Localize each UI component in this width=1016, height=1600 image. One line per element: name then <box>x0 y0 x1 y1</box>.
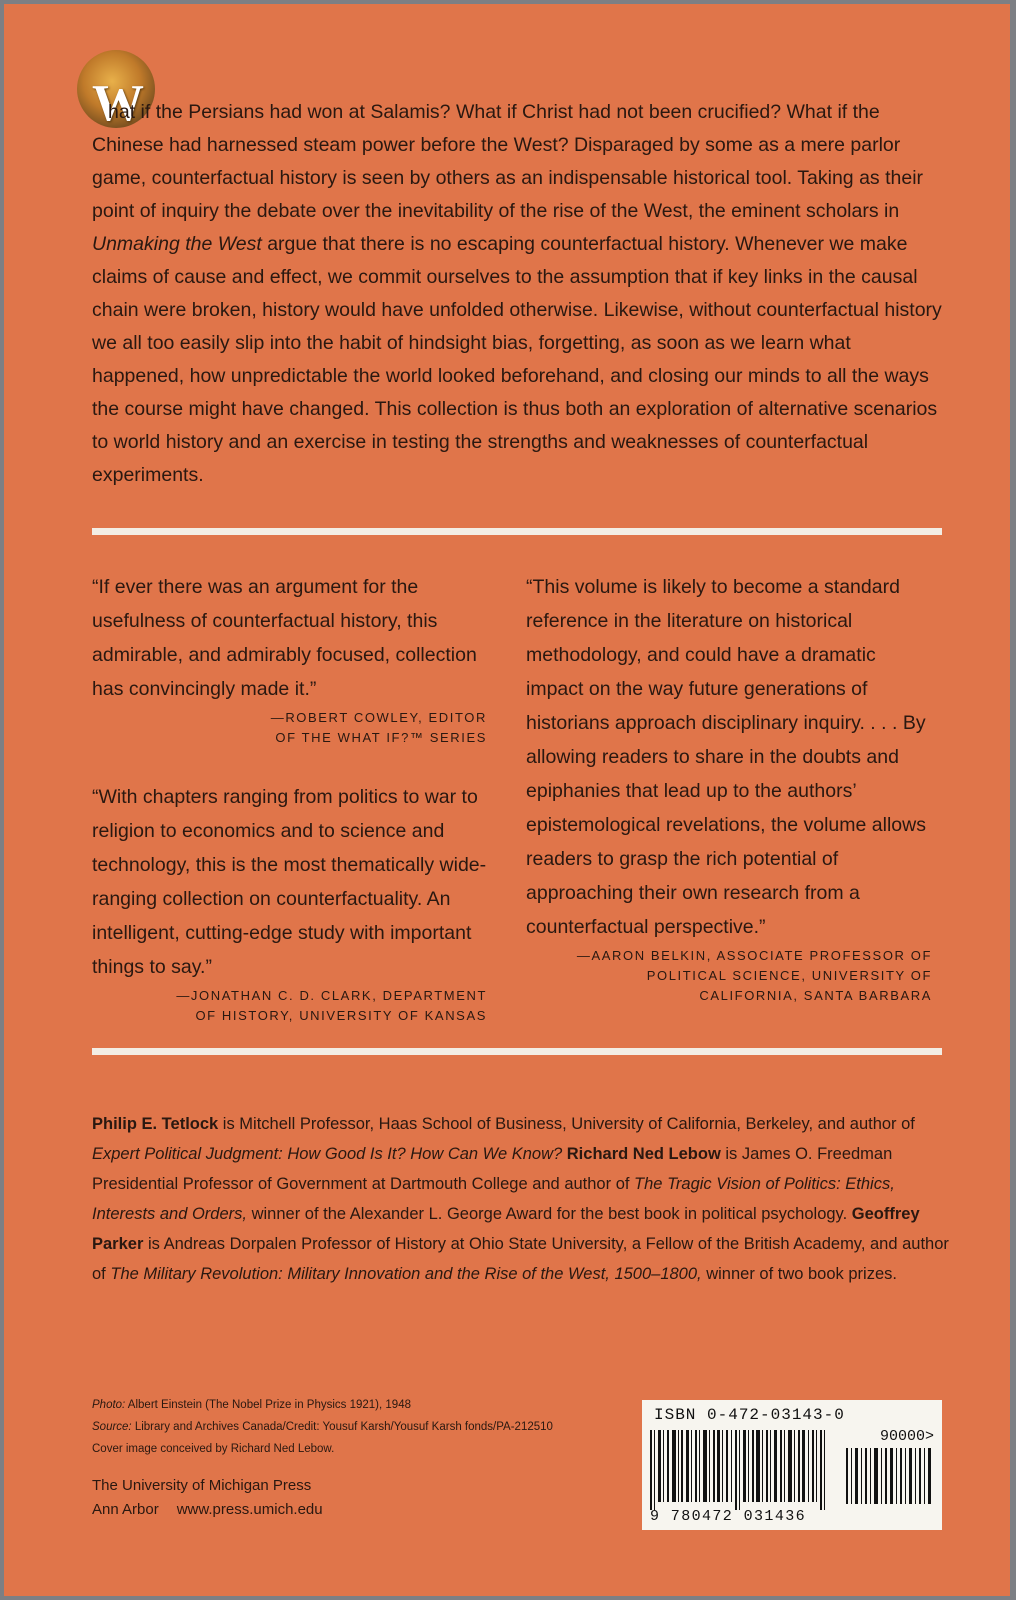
attribution-line: POLITICAL SCIENCE, UNIVERSITY OF <box>646 968 932 983</box>
credit-label: Source: <box>92 1421 132 1433</box>
author-name: Geoffrey Parker <box>92 1205 920 1253</box>
bio-text: is James O. Freedman Presidential Professor of Government at Dartmouth College and author of <box>92 1145 893 1193</box>
publisher-city: Ann Arbor <box>92 1501 159 1518</box>
blurb-text-2: argue that there is no escaping counterfactual history. Whenever we make claims of cause and effect, we commit ourselves to the assumption that if key links in the causal chain were broken, history would have unfolded otherwise. Likewise, without counterfactual history we all too easily slip into the habit of hindsight bias, forgetting, as soon as we learn what happened, how unpredictable the world looked beforehand, and closing our minds to all the ways the course might have changed. This collection is thus both an exploration of alternative scenarios to world history and an exercise in testing the strengths and weaknesses of counterfactual experiments. <box>92 233 942 486</box>
credit-line <box>92 1416 632 1438</box>
image-credits <box>92 1394 632 1460</box>
bio-text: is Mitchell Professor, Haas School of Business, University of California, Berkeley, and author of <box>218 1115 915 1133</box>
blurb-text-1: hat if the Persians had won at Salamis? What if Christ had not been crucified? What if the Chinese had harnessed steam power before the West? Disparaged by some as a mere parlor game, counterfactual history is seen by others as an indispensable historical tool. Taking as their point of inquiry the debate over the inevitability of the rise of the West, the eminent scholars in <box>92 101 924 222</box>
quote-belkin-text: “This volume is likely to become a standard reference in the literature on historical methodology, and could have a dramatic impact on the way future generations of historians approach disciplinary inquiry. . . . By allowing readers to share in the doubts and epiphanies that lead up to the authors’ epistemological revelations, the volume allows readers to grasp the rich potential of approaching their own research from a counterfactual perspective.” <box>526 576 926 938</box>
drop-cap-letter: W <box>92 75 144 132</box>
description-blurb <box>92 96 942 492</box>
divider-top <box>92 528 942 535</box>
quote-clark-attribution <box>92 986 487 1026</box>
credit-text: Albert Einstein (The Nobel Prize in Physics 1921), 1948 <box>125 1399 411 1411</box>
attribution-line: —ROBERT COWLEY, EDITOR <box>270 710 487 725</box>
price-code: 90000> <box>879 1428 934 1445</box>
publisher-info <box>92 1474 341 1522</box>
bio-text: is Andreas Dorpalen Professor of History at Ohio State University, a Fellow of the British Academy, and author of <box>92 1235 949 1283</box>
quote-column-right <box>526 570 932 1006</box>
author-name: Richard Ned Lebow <box>566 1145 721 1163</box>
credit-line: Cover image conceived by Richard Ned Lebow. <box>92 1443 335 1455</box>
book-title: The Military Revolution: Military Innovation and the Rise of the West, 1500–1800, <box>110 1265 702 1283</box>
divider-bottom <box>92 1048 942 1055</box>
bio-text: winner of the Alexander L. George Award for the best book in political psychology. <box>247 1205 848 1223</box>
isbn-number: ISBN 0-472-03143-0 <box>654 1406 845 1424</box>
book-back-cover <box>4 4 1010 1596</box>
quote-cowley-attribution <box>92 708 487 748</box>
blurb-title: Unmaking the West <box>92 233 262 255</box>
isbn-barcode <box>642 1400 942 1530</box>
credit-label: Photo: <box>92 1399 126 1411</box>
barcode-bars-addon <box>846 1448 934 1504</box>
publisher-url: www.press.umich.edu <box>176 1501 323 1518</box>
publisher-address <box>92 1498 341 1522</box>
bio-text: winner of two book prizes. <box>701 1265 897 1283</box>
quote-cowley-text: “If ever there was an argument for the usefulness of counterfactual history, this admirable, and admirably focused, collection has convincingly made it.” <box>92 576 477 700</box>
publisher-name: The University of Michigan Press <box>92 1477 312 1494</box>
quote-belkin-attribution <box>526 946 932 1006</box>
book-title: The Tragic Vision of Politics: Ethics, Interests and Orders, <box>92 1175 895 1223</box>
author-bios <box>92 1109 952 1289</box>
book-title: Expert Political Judgment: How Good Is It? How Can We Know? <box>92 1145 563 1163</box>
quote-clark-text: “With chapters ranging from politics to war to religion to economics and to science and technology, this is the most thematically wide-ranging collection on counterfactuality. An intelligent, cutting-edge study with important things to say.” <box>92 786 487 978</box>
attribution-line: —AARON BELKIN, ASSOCIATE PROFESSOR OF <box>576 948 932 963</box>
ean-number: 9 780472 031436 <box>650 1508 807 1525</box>
credit-text: Library and Archives Canada/Credit: Yousuf Karsh/Yousuf Karsh fonds/PA-212510 <box>131 1421 553 1433</box>
author-name: Philip E. Tetlock <box>92 1115 219 1133</box>
barcode-bars-main <box>650 1430 840 1510</box>
quote-column-left <box>92 570 487 1026</box>
attribution-line: OF HISTORY, UNIVERSITY OF KANSAS <box>195 1008 487 1023</box>
attribution-line: OF THE WHAT IF?™ SERIES <box>275 730 487 745</box>
credit-line <box>92 1394 632 1416</box>
attribution-line: CALIFORNIA, SANTA BARBARA <box>699 988 932 1003</box>
attribution-line: —JONATHAN C. D. CLARK, DEPARTMENT <box>176 988 487 1003</box>
